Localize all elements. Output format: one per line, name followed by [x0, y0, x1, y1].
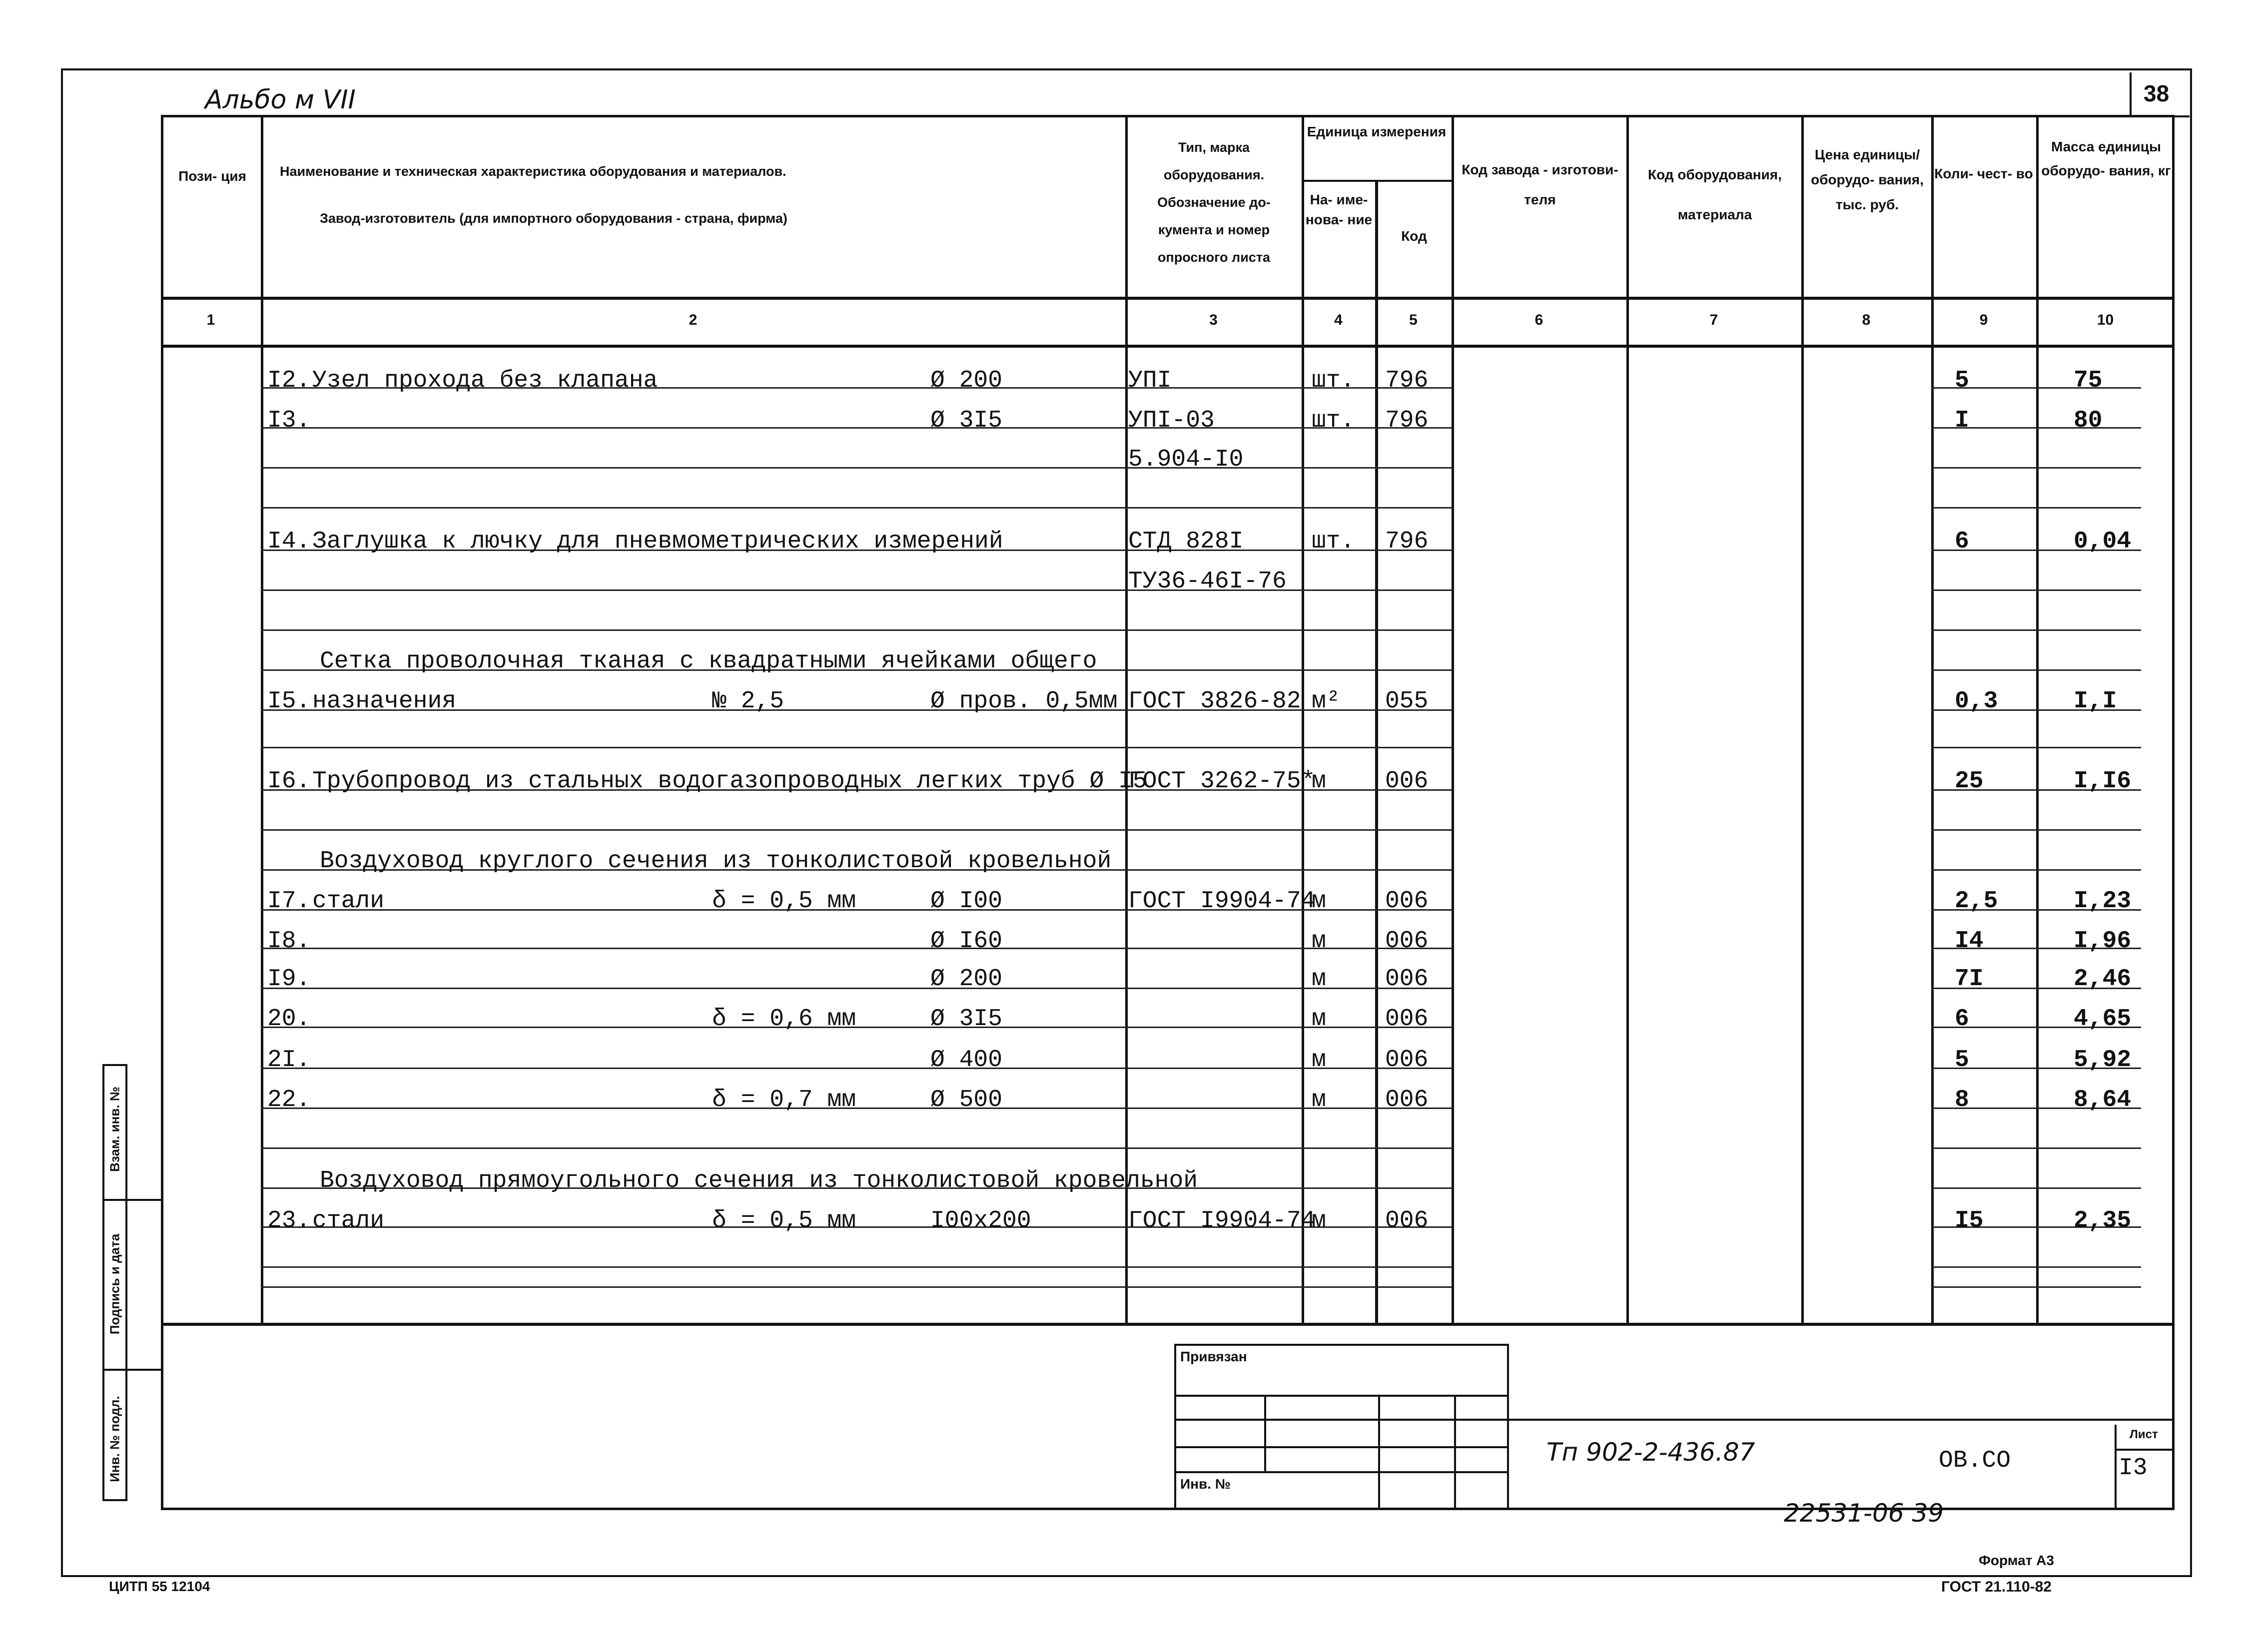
row-unit: шт. [1312, 407, 1355, 434]
row-diam: Ø 400 [930, 1047, 1003, 1074]
citp-label: ЦИТП 55 12104 [109, 1579, 210, 1594]
row-diam: Ø 500 [930, 1087, 1003, 1113]
header-price: Цена единицы/ оборудо- вания, тыс. руб. [1811, 147, 1924, 212]
row-mass: I,I [2074, 688, 2117, 715]
colnum-2: 2 [689, 312, 698, 328]
col-divider [1452, 115, 1454, 1324]
col-divider [1931, 115, 1934, 1324]
colnum-8: 8 [1862, 312, 1871, 328]
row-code: 006 [1385, 928, 1429, 955]
row-line [1125, 869, 1452, 871]
colnum-7: 7 [1709, 312, 1718, 328]
row-code: 796 [1385, 367, 1429, 394]
row-pos: I8. [267, 928, 311, 955]
row-pos: 2I. [267, 1047, 311, 1074]
row-pos: I3. [267, 407, 311, 434]
row-qty: I [1955, 407, 1969, 434]
row-line [1125, 829, 1452, 831]
row-line [1931, 589, 2141, 591]
row-line [1125, 669, 1452, 671]
row-qty: 2,5 [1955, 888, 1998, 915]
row-line [261, 747, 1125, 748]
colnum-6: 6 [1534, 312, 1543, 328]
row-qty: 25 [1955, 768, 1984, 795]
header-mass: Масса единицы оборудо- вания, кг [2041, 139, 2171, 178]
row-unit: шт. [1312, 528, 1355, 555]
row-diam: Ø I60 [930, 928, 1003, 955]
row-type: ГОСТ I9904-74 [1128, 888, 1316, 915]
header-equipment-code: Код оборудования, материала [1647, 167, 1782, 222]
col-divider [2036, 115, 2039, 1324]
side-label-inv: Инв. № подл. [107, 1396, 122, 1482]
col-divider [1626, 115, 1629, 1324]
row-mass: 4,65 [2074, 1006, 2132, 1033]
row-line [1931, 1187, 2141, 1189]
row-pos: 22. [267, 1087, 311, 1113]
unit-divider [1302, 180, 1452, 182]
row-code: 006 [1385, 888, 1429, 915]
row-mass: 2,46 [2074, 966, 2132, 993]
row-line [1125, 629, 1452, 631]
colnum-10: 10 [2097, 312, 2114, 328]
header-name: Наименование и техническая характеристика оборудования и материалов. [280, 164, 786, 179]
row-diam: Ø 200 [930, 367, 1003, 394]
header-manufacturer: Завод-изготовитель (для импортного оборудования - страна, фирма) [320, 211, 787, 226]
header-unit: Единица измерения [1307, 124, 1447, 139]
col-divider [1375, 180, 1378, 1324]
table-bottom-line [161, 1323, 2175, 1326]
row-mass: I,I6 [2074, 768, 2132, 795]
privyazan-label: Привязан [1180, 1349, 1247, 1364]
row-type: СТД 828I [1128, 528, 1244, 555]
row-mass: 75 [2074, 367, 2103, 394]
list-number: I3 [2119, 1455, 2148, 1482]
row-mass: I,96 [2074, 928, 2132, 955]
album-label: Альбо м VII [205, 85, 356, 115]
project-code: Тп 902-2-436.87 [1546, 1438, 1755, 1467]
row-name: Трубопровод из стальных водогазопроводных легких труб Ø I5 [312, 768, 1147, 795]
row-qty: 5 [1955, 1047, 1969, 1074]
col-divider [1125, 115, 1128, 1324]
row-line [261, 1266, 1125, 1268]
row-code: 006 [1385, 768, 1429, 795]
colnum-1: 1 [206, 312, 215, 328]
side-label-podpis: Подпись и дата [107, 1233, 122, 1335]
row-name: Сетка проволочная тканая с квадратными ячейками общего [320, 648, 1097, 675]
colnum-bottom-line [161, 345, 2175, 348]
row-diam: Ø I00 [930, 888, 1003, 915]
row-pos: I9. [267, 966, 311, 993]
colnum-5: 5 [1409, 312, 1418, 328]
row-unit: м [1312, 1006, 1326, 1033]
header-position: Пози- ция [178, 168, 246, 184]
row-name: Заглушка к лючку для пневмометрических измерений [312, 528, 1003, 555]
colnum-9: 9 [1979, 312, 1988, 328]
row-code: 796 [1385, 407, 1429, 434]
col-divider [261, 115, 263, 1324]
row-line [1931, 869, 2141, 871]
row-line [1125, 1266, 1452, 1268]
row-type: УПI [1128, 367, 1172, 394]
row-line [1931, 1147, 2141, 1149]
gost-label: ГОСТ 21.110-82 [1941, 1579, 2052, 1595]
row-code: 006 [1385, 1047, 1429, 1074]
row-qty: 8 [1955, 1087, 1969, 1113]
row-pos: 20. [267, 1006, 311, 1033]
row-line [1931, 829, 2141, 831]
row-line [261, 467, 1125, 469]
row-unit: м [1312, 768, 1326, 795]
row-type: ТУ36-46I-76 [1128, 568, 1287, 595]
row-mass: 8,64 [2074, 1087, 2132, 1113]
inv-no-label: Инв. № [1180, 1476, 1231, 1492]
row-line [1125, 1286, 1452, 1288]
col-divider [1302, 115, 1304, 1324]
row-diam: Ø 3I5 [930, 1006, 1003, 1033]
header-bottom-line [161, 297, 2175, 300]
row-name: стали [312, 1207, 385, 1234]
row-pos: I2. [267, 367, 311, 394]
header-unit-name: На- име- нова- ние [1305, 192, 1373, 227]
row-pos: 23. [267, 1207, 311, 1234]
row-line [1125, 1147, 1452, 1149]
header-factory-code: Код завода - изготови- теля [1462, 162, 1618, 207]
row-line [1931, 1266, 2141, 1268]
row-param: δ = 0,6 мм [712, 1006, 856, 1033]
row-unit: шт. [1312, 367, 1355, 394]
row-code: 006 [1385, 966, 1429, 993]
row-line [1931, 629, 2141, 631]
row-mass: 2,35 [2074, 1207, 2132, 1234]
side-label-vzam: Взам. инв. № [107, 1087, 122, 1172]
row-qty: 6 [1955, 528, 1969, 555]
row-diam: Ø пров. 0,5мм [930, 688, 1118, 715]
row-pos: I6. [267, 768, 311, 795]
row-unit: м² [1312, 688, 1341, 715]
colnum-4: 4 [1334, 312, 1343, 328]
row-type: 5.904-I0 [1128, 446, 1244, 473]
row-diam: Ø 3I5 [930, 407, 1003, 434]
row-unit: м [1312, 1207, 1326, 1234]
row-qty: 0,3 [1955, 688, 1998, 715]
row-line [261, 507, 1125, 509]
header-type: Тип, марка оборудования. Обозначение до- кумента и номер опросного листа [1157, 140, 1271, 265]
row-param: δ = 0,5 мм [712, 1207, 856, 1234]
row-mass: 80 [2074, 407, 2103, 434]
row-line [1931, 669, 2141, 671]
header-unit-code: Код [1401, 228, 1427, 244]
row-qty: I5 [1955, 1207, 1984, 1234]
row-line [1931, 467, 2141, 469]
row-name: стали [312, 888, 385, 915]
sheet-code: ОВ.СО [1939, 1447, 2011, 1474]
row-unit: м [1312, 966, 1326, 993]
row-name: Воздуховод прямоугольного сечения из тонколистовой кровельной [320, 1167, 1198, 1194]
row-param: № 2,5 [712, 688, 784, 715]
row-qty: 6 [1955, 1006, 1969, 1033]
row-name: Узел прохода без клапана [312, 367, 658, 394]
row-unit: м [1312, 928, 1326, 955]
row-line [261, 1286, 1125, 1288]
row-mass: 0,04 [2074, 528, 2132, 555]
row-name: Воздуховод круглого сечения из тонколистовой кровельной [320, 848, 1112, 875]
row-line [261, 1147, 1125, 1149]
row-line [261, 829, 1125, 831]
row-param: δ = 0,5 мм [712, 888, 856, 915]
row-line [261, 629, 1125, 631]
row-line [1125, 747, 1452, 748]
row-code: 006 [1385, 1006, 1429, 1033]
row-code: 055 [1385, 688, 1429, 715]
row-unit: м [1312, 1087, 1326, 1113]
header-quantity: Коли- чест- во [1934, 166, 2033, 181]
row-mass: I,23 [2074, 888, 2132, 915]
colnum-3: 3 [1209, 312, 1218, 328]
row-type: УПI-03 [1128, 407, 1215, 434]
row-type: ГОСТ I9904-74 [1128, 1207, 1316, 1234]
row-code: 796 [1385, 528, 1429, 555]
format-label: Формат А3 [1979, 1553, 2054, 1568]
row-pos: I5. [267, 688, 311, 715]
row-diam: Ø 200 [930, 966, 1003, 993]
row-line [261, 589, 1125, 591]
row-code: 006 [1385, 1207, 1429, 1234]
row-type: ГОСТ 3262-75* [1128, 768, 1316, 795]
row-param: δ = 0,7 мм [712, 1087, 856, 1113]
row-diam: I00х200 [930, 1207, 1031, 1234]
row-mass: 5,92 [2074, 1047, 2132, 1074]
row-unit: м [1312, 1047, 1326, 1074]
col-divider [1801, 115, 1804, 1324]
row-line [1125, 507, 1452, 509]
bottom-handwritten: 22531-06 39 [1784, 1499, 1944, 1528]
row-type: ГОСТ 3826-82 [1128, 688, 1301, 715]
row-line [1931, 1286, 2141, 1288]
row-unit: м [1312, 888, 1326, 915]
row-qty: 7I [1955, 966, 1984, 993]
row-qty: I4 [1955, 928, 1984, 955]
row-name: назначения [312, 688, 457, 715]
page-number-top: 38 [2144, 80, 2170, 106]
row-line [1931, 507, 2141, 509]
row-pos: I4. [267, 528, 311, 555]
row-pos: I7. [267, 888, 311, 915]
row-qty: 5 [1955, 367, 1969, 394]
row-line [1931, 747, 2141, 748]
list-label: Лист [2130, 1428, 2158, 1441]
row-code: 006 [1385, 1087, 1429, 1113]
